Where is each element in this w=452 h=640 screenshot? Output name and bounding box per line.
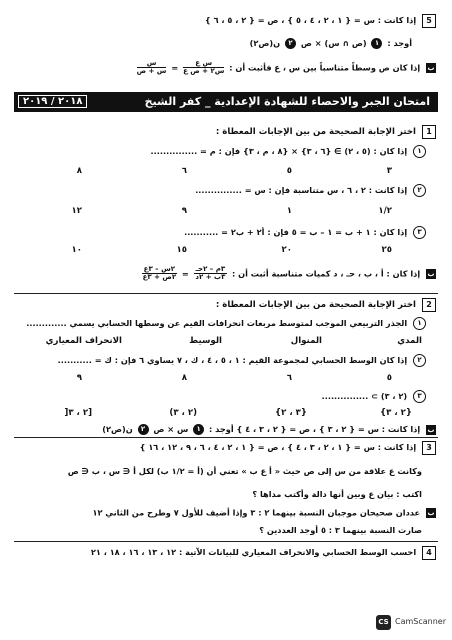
q2-heading bbox=[216, 298, 436, 312]
q2-item-1 bbox=[26, 317, 426, 330]
q5b-text: إذا كان ص وسطاً متناسباً بين س ، ع فأثبت أن : bbox=[229, 62, 421, 73]
item-marker-3: ٣ bbox=[413, 390, 426, 403]
q2-i1-choice-d[interactable]: الانحراف المعياري bbox=[45, 336, 122, 346]
circled-2: ٢ bbox=[138, 424, 149, 435]
q1b-text: إذا كان : أ ، ب ، حـ ، د كميات متناسبة أثبت أن : bbox=[232, 268, 421, 279]
q2-i1-choice-b[interactable]: المنوال bbox=[290, 336, 322, 346]
q1-i1-choice-b[interactable]: ٥ bbox=[286, 166, 292, 176]
q1-heading-text: اختر الإجابة الصحيحة من بين الإجابات المعطاة : bbox=[215, 127, 416, 137]
q2-i2-choice-a[interactable]: ٥ bbox=[386, 373, 392, 383]
part-b-marker: ب bbox=[427, 509, 435, 517]
q1-item-1 bbox=[151, 145, 426, 158]
q2-i3-choice-a[interactable]: {٢ ، ٣} bbox=[380, 408, 412, 418]
item-marker-2: ٢ bbox=[413, 184, 426, 197]
q5-find-1: (ص ∩ س) × ص bbox=[300, 38, 367, 48]
q1-item-2 bbox=[195, 184, 426, 197]
q2-i3-choice-b[interactable]: {٣ ، ٢} bbox=[275, 408, 307, 418]
part-b-marker: ب bbox=[427, 63, 435, 72]
q5-find bbox=[250, 38, 412, 49]
q3-line-1 bbox=[140, 441, 436, 455]
q1-item-3 bbox=[184, 226, 426, 239]
q5-number: 5 bbox=[422, 14, 436, 28]
q1-i2-choice-a[interactable]: ١/٢ bbox=[378, 206, 392, 216]
q2-i2-choice-c[interactable]: ٨ bbox=[181, 373, 187, 383]
q2-i1-choice-c[interactable]: الوسيط bbox=[189, 336, 222, 346]
exam-title: امتحان الجبر والاحصاء للشهادة الإعدادية _ كفر الشيخ bbox=[144, 95, 430, 108]
q3-number: 3 bbox=[422, 441, 436, 455]
q1-i3-choice-d[interactable]: ١٠ bbox=[71, 245, 82, 255]
q1b-line: ب إذا كان : أ ، ب ، حـ ، د كميات متناسبة أثبت أن : $\frac{\text{٣م – ٢حـ}}{\text{٣ب + ٢د}}$ = $\frac{\text{٢س – ٣ع}}{\text{٢ص + ٣ع}}$ bbox=[142, 265, 435, 282]
exam-title-banner bbox=[14, 92, 438, 112]
divider bbox=[14, 437, 438, 438]
camscanner-watermark bbox=[376, 612, 446, 634]
q2-number: 2 bbox=[422, 298, 436, 312]
q5-text: إذا كانت : س = { ١ ، ٢ ، ٤ ، ٥ } ، ص = { ٢ ، ٥ ، ٦ } bbox=[204, 15, 417, 25]
q3-line-1-text: إذا كانت : س = { ١ ، ٢ ، ٣ ، ٤ } ، ص = { ١ ، ٢ ، ٤ ، ٦ ، ٩ ، ١٢ ، ١٦ } bbox=[139, 442, 417, 452]
divider bbox=[14, 541, 438, 542]
q2b-find-2: ن(ص٢) bbox=[102, 424, 133, 434]
camscanner-logo-icon: CS bbox=[376, 615, 391, 630]
camscanner-text: CamScanner bbox=[395, 617, 447, 626]
q4-line bbox=[91, 546, 436, 560]
q3-line-3: اكتب : بيان ع وبين أنها دالة وأكتب مداها ؟ bbox=[252, 489, 422, 499]
item-marker-1: ١ bbox=[413, 317, 426, 330]
circled-2: ٢ bbox=[285, 38, 296, 49]
q1-i2-choice-c[interactable]: ٩ bbox=[181, 206, 187, 216]
q4-number: 4 bbox=[422, 546, 436, 560]
q1b-frac-2: $\frac{\text{٢س – ٣ع}}{\text{٢ص + ٣ع}}$ bbox=[142, 265, 177, 282]
q5b-frac-2: $\frac{\text{س}}{\text{س + ص}}$ bbox=[136, 59, 167, 76]
divider bbox=[14, 293, 438, 294]
q1-i3-choice-a[interactable]: ٢٥ bbox=[381, 245, 392, 255]
q2b-line bbox=[102, 424, 436, 435]
q2-item-3 bbox=[322, 390, 426, 403]
q5b-line: ب إذا كان ص وسطاً متناسباً بين س ، ع فأثبت أن : $\frac{\text{س ع}}{\text{س٢ + ص ع}}$ = $\frac{\text{س}}{\text{س + ص}}$ bbox=[136, 59, 435, 76]
q2-item-3-text: (٢ ، ٣) ⊃ ............... bbox=[321, 391, 408, 401]
item-marker-1: ١ bbox=[413, 145, 426, 158]
q2-i2-choice-d[interactable]: ٩ bbox=[76, 373, 82, 383]
q5-find-2: ن(ص٢) bbox=[249, 38, 281, 48]
item-marker-3: ٣ bbox=[413, 226, 426, 239]
item-marker-2: ٢ bbox=[413, 354, 426, 367]
q2-i1-choice-a[interactable]: المدي bbox=[397, 336, 422, 346]
q3b-line-2: صارت النسبة بينهما ٣ : ٥ أوجد العددين ؟ bbox=[259, 525, 422, 535]
q5-line bbox=[205, 14, 436, 28]
q1-number: 1 bbox=[422, 125, 436, 139]
exam-year: ٢٠١٨ / ٢٠١٩ bbox=[18, 95, 87, 108]
q4-text: احسب الوسط الحسابي والانحراف المعياري للبيانات الآتية : ١٢ ، ١٣ ، ١٦ ، ١٨ ، ٢١ bbox=[90, 547, 417, 557]
q5-find-label: أوجد : bbox=[387, 38, 412, 48]
q1-item-1-text: إذا كان : (٥ ، ٢) ∋ {٦ ، ٣} × {٨ ، م ، ٣} فإن : م = ............... bbox=[150, 146, 408, 156]
q1-heading bbox=[216, 125, 436, 139]
q1-i2-choice-b[interactable]: ١ bbox=[286, 206, 292, 216]
q2-i3-choice-d[interactable]: [٢ ، ٣[ bbox=[64, 408, 92, 418]
part-b-marker: ب bbox=[427, 425, 435, 434]
q2-i3-choice-c[interactable]: (٢ ، ٣) bbox=[169, 408, 197, 418]
q1-i1-choice-c[interactable]: ٦ bbox=[181, 166, 187, 176]
q2b-text: إذا كانت : س = { ٢ ، ٣ } ، ص = { ٢ ، ٣ ، ٤ } أوجد : bbox=[209, 424, 421, 434]
q2-item-2 bbox=[58, 354, 426, 367]
q1-item-3-text: إذا كان : ١ + ب = ١ – ب = ٥ فإن : أ٢ + ب٢ = ........... bbox=[184, 227, 408, 237]
part-b-marker: ب bbox=[427, 269, 435, 278]
circled-1: ١ bbox=[371, 38, 382, 49]
circled-1: ١ bbox=[193, 424, 204, 435]
q1-i3-choice-c[interactable]: ١٥ bbox=[176, 245, 187, 255]
q2-heading-text: اختر الإجابة الصحيحة من بين الإجابات المعطاة : bbox=[215, 300, 416, 310]
q1-item-2-text: إذا كانت : ٢ ، ٦ ، س متناسبة فإن : س = ............... bbox=[195, 185, 408, 195]
q1-i1-choice-a[interactable]: ٣ bbox=[386, 166, 392, 176]
q1b-frac-1: $\frac{\text{٣م – ٢حـ}}{\text{٣ب + ٢د}}$ bbox=[195, 265, 226, 282]
q2-item-1-text: الجذر التربيعي الموجب لمتوسط مربعات انحرافات القيم عن وسطها الحسابي يسمي ............. bbox=[26, 318, 408, 328]
q3-line-2: وكانت ع علاقة من س إلى ص حيث « أ ع ب » تعني أن (أ = ١/٢ ب) لكل أ ∈ س ، ب ∈ ص bbox=[67, 466, 422, 476]
q5b-frac-1: $\frac{\text{س ع}}{\text{س٢ + ص ع}}$ bbox=[183, 59, 225, 76]
q3b-text-1: عددان صحيحان موجبان النسبة بينهما ٢ : ٣ وإذا أضيف للأول ٧ وطرح من الثاني ١٢ bbox=[92, 507, 421, 518]
q1-i3-choice-b[interactable]: ٢٠ bbox=[281, 245, 292, 255]
q3b-line-1 bbox=[92, 508, 436, 518]
q2b-find-1: س × ص bbox=[153, 424, 189, 434]
q2-item-2-text: إذا كان الوسط الحسابي لمجموعة القيم : ١ ، ٥ ، ٤ ، ك ، ٧ يساوي ٦ فإن : ك = ........... bbox=[57, 355, 408, 365]
q1-i1-choice-d[interactable]: ٨ bbox=[76, 166, 82, 176]
q1-i2-choice-d[interactable]: ١٢ bbox=[71, 206, 82, 216]
q2-i2-choice-b[interactable]: ٦ bbox=[286, 373, 292, 383]
